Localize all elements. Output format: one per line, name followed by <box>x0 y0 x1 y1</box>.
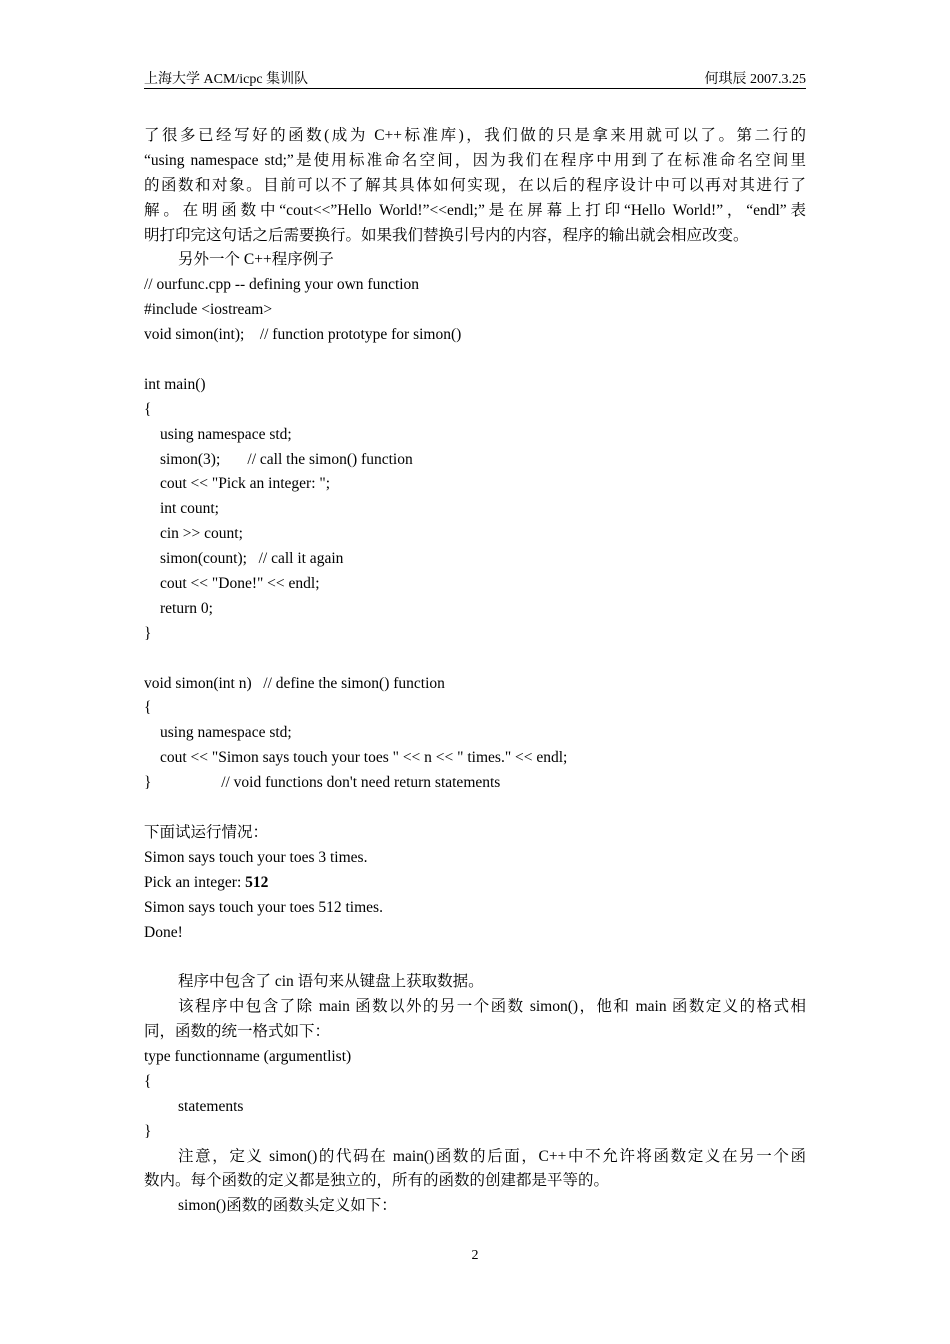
format-line: { <box>144 1072 152 1090</box>
intro-line: 的函数和对象。目前可以不了解其具体如何实现，在以后的程序设计中可以再对其进行了 <box>144 176 806 194</box>
explain-paragraph: simon()函数的函数头定义如下： <box>178 1197 397 1215</box>
format-line: } <box>144 1122 152 1140</box>
format-line: statements <box>178 1097 244 1115</box>
run-output <box>144 821 806 970</box>
intro-line: “using namespace std;”是使用标准命名空间，因为我们在程序中用到了在标准命名空间里 <box>144 151 806 169</box>
header-left: 上海大学 ACM/icpc 集训队 <box>144 72 309 87</box>
code-line: } // void functions don't need return statements <box>144 774 501 792</box>
code-line: // ourfunc.cpp -- defining your own function <box>144 276 420 294</box>
code-line: void simon(int); // function prototype for simon() <box>144 326 462 344</box>
page-number: 2 <box>471 1248 479 1263</box>
blank-line <box>144 945 806 970</box>
code-line: cin >> count; <box>160 525 243 543</box>
code-line: int count; <box>160 500 219 518</box>
code-line: int main() <box>144 375 206 393</box>
code-line: using namespace std; <box>160 425 292 443</box>
blank-line <box>144 796 806 821</box>
code-line: simon(count); // call it again <box>160 550 344 568</box>
page-body <box>144 124 806 1219</box>
explanation <box>144 970 806 1219</box>
intro-line: 解。在明函数中“cout<<”Hello World!”<<endl;”是在屏幕上打印“Hello World!”，“endl”表 <box>144 201 806 219</box>
intro-line: 明打印完这句话之后需要换行。如果我们替换引号内的内容，程序的输出就会相应改变。 <box>144 226 749 244</box>
run-heading: 下面试运行情况： <box>144 823 269 841</box>
code-line: { <box>144 400 152 418</box>
format-line: type functionname (argumentlist) <box>144 1047 352 1065</box>
code-line: cout << "Done!" << endl; <box>160 575 320 593</box>
code-line: return 0; <box>160 599 213 617</box>
explain-line: 同，函数的统一格式如下： <box>144 1023 331 1041</box>
output-line: Simon says touch your toes 3 times. <box>144 848 368 866</box>
code-line: simon(3); // call the simon() function <box>160 450 413 468</box>
explain-line: 数内。每个函数的定义都是独立的，所有的函数的创建都是平等的。 <box>144 1172 610 1190</box>
explain-paragraph <box>144 1145 806 1195</box>
intro-paragraph <box>144 124 806 248</box>
code-line: using namespace std; <box>160 724 292 742</box>
explain-paragraph: 程序中包含了 cin 语句来从键盘上获取数据。 <box>178 973 484 991</box>
page-header <box>144 66 806 89</box>
output-line: Done! <box>144 923 183 941</box>
output-line <box>144 871 806 896</box>
code-line: { <box>144 699 152 717</box>
output-line: Simon says touch your toes 512 times. <box>144 898 383 916</box>
code-line: #include <iostream> <box>144 301 273 319</box>
blank-line <box>144 647 806 672</box>
intro-line: 了很多已经写好的函数(成为 C++标准库)，我们做的只是拿来用就可以了。第二行的 <box>144 127 806 144</box>
explain-line: 该程序中包含了除 main 函数以外的另一个函数 simon()，他和 main 函数定义的格式相 <box>178 998 806 1016</box>
code-listing <box>144 273 806 821</box>
code-line: cout << "Simon says touch your toes " << n << " times." << endl; <box>160 749 568 767</box>
user-input-value: 512 <box>245 873 269 891</box>
example-heading: 另外一个 C++程序例子 <box>178 251 334 269</box>
code-line: void simon(int n) // define the simon() function <box>144 674 445 692</box>
explain-line: 注意，定义 simon()的代码在 main()函数的后面，C++中不允许将函数定义在另一个函 <box>178 1147 806 1165</box>
output-prompt: Pick an integer: <box>144 873 246 891</box>
explain-paragraph <box>144 995 806 1045</box>
blank-line <box>144 348 806 373</box>
header-right: 何琪辰 2007.3.25 <box>704 72 806 87</box>
code-line: cout << "Pick an integer: "; <box>160 475 331 493</box>
code-line: } <box>144 624 152 642</box>
